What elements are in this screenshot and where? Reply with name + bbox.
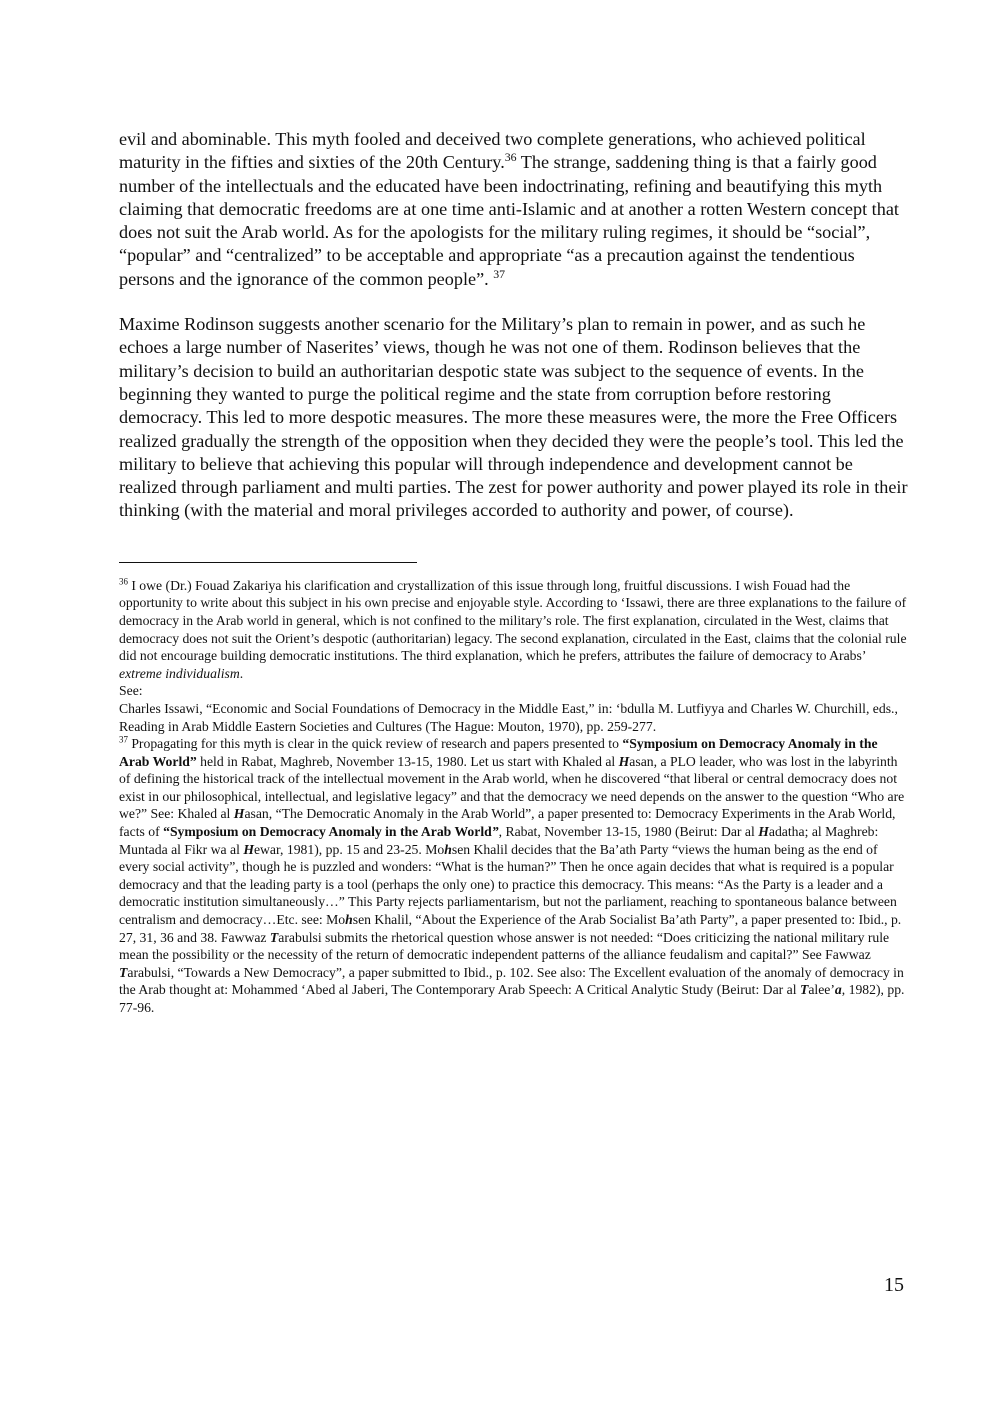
text-segment: asan, “The Democratic Anomaly in the Arab World”, a paper presented to: Democracy Experiments in the Arab World, facts of (119, 806, 896, 840)
body-paragraph-2 (119, 313, 909, 523)
text-segment: H (243, 841, 254, 857)
text-segment: adatha; al Maghreb: Muntada al Fikr wa al (119, 824, 879, 857)
text-segment: asan, a PLO leader, who was lost in the labyrinth of defining the historical track of the intellectual movement in the Arab world, when he discovered “that liberal or central democracy does not exist in our philosophical, intellectual, and legislative legacy” and that the democracy we need depends on the answer to the question “Who are we?” See: Khaled al (119, 753, 905, 822)
text-segment: “Symposium on Democracy Anomaly in the Arab World (163, 824, 492, 840)
text-segment: arabulsi submits the rhetorical question whose answer is not needed: “Does criticizing the national military rule mean the possibility or the necessity of the return of democratic independent patterns of the alliance feudalism and capital?” See Fawwaz (119, 929, 890, 963)
text-segment: H (233, 806, 245, 822)
text-segment: evil and abominable. This myth fooled and deceived two complete generations, who achieved political maturity in the fifties and sixties of the 20th Century. (119, 129, 866, 173)
text-segment: Propagating for this myth is clear in the quick review of research and papers presented to (127, 736, 623, 752)
footnote-divider (119, 562, 417, 563)
text-segment: H (618, 753, 630, 769)
text-segment: T (119, 964, 128, 980)
text-segment: T (269, 929, 279, 945)
footnote-36 (119, 577, 909, 683)
footnote-37-text (119, 736, 904, 1015)
text-segment: I owe (Dr.) Fouad Zakariya his clarification and crystallization of this issue through long, fruitful discussions. I wish Fouad had the opportunity to write about this subject in his own precise and enjoyable style. According to ‘Issawi, there are three explanations to the failure of democracy in the Arab world in general, which is not confined to the military’s role. The first explanation, circulated in the West, claims that democracy does not suit the Orient’s despotic (authoritarian) legacy. The second explanation, circulated in the East, claims that the colonial rule did not encourage building democratic institutions. The third explanation, which he prefers, attributes the failure of democracy to Arabs’ (119, 577, 907, 664)
footnote-reference: 37 (493, 266, 506, 281)
text-segment: , Rabat, November 13-15, 1980 (Beirut: Dar al (498, 824, 759, 840)
text-segment: T (799, 982, 809, 998)
page-number: 15 (884, 1274, 904, 1296)
text-segment: extreme individualism (119, 665, 240, 681)
text-segment: H (758, 824, 769, 840)
text-segment: Maxime Rodinson suggests another scenario for the Military’s plan to remain in power, and as such he echoes a large number of Naserites’ views, though he was not one of them. Rodinson believes that the military’s decision to build an authoritarian despotic state was subject to the sequence of events. In the beginning they wanted to purge the political regime and the state from corruption before restoring democracy. This led to more despotic measures. The more these measures were, the more the Free Officers realized gradually the strength of the opposition when they decided they were the people’s tool. This led the military to believe that achieving this popular will through independence and development cannot be realized through parliament and multi parties. The zest for power authority and power played its role in their thinking (with the material and moral privileges accorded to authority and power, of course). (119, 314, 908, 521)
footnote-37 (119, 735, 909, 1017)
text-segment: alee’ (808, 982, 835, 998)
text-segment: “Symposium on Democracy Anomaly in the Arab World” (119, 736, 878, 769)
text-segment: ewar, 1981), pp. 15 and 23-25. Mo (253, 841, 445, 857)
page-body (119, 128, 909, 1017)
text-segment: , 1982), pp. 77-96. (119, 982, 905, 1015)
text-segment: . (239, 665, 244, 681)
text-segment: a (834, 982, 842, 998)
footnote-36-number: 36 (119, 576, 128, 587)
text-segment: ” (491, 824, 499, 840)
text-segment: sen Khalil decides that the Ba’ath Party “views the human being as the end of every social activity”, though he is puzzled and wonders: “What is the human?” Then he once again decides that what is required is a popular democracy and that the leading party is a tool (perhaps the only one) to practice this democracy. This means: “As the Party is a leader and a democratic institution simultaneously…” This Party rejects parliamentarism, but not the parliament, reaching to spontaneous balance between centralism and democracy…Etc. see: Mo (119, 841, 897, 928)
text-segment: h (345, 912, 353, 928)
footnote-36-citation: Charles Issawi, “Economic and Social Foundations of Democracy in the Middle East,” in: ‘bdulla M. Lutfiyya and Charles W. Churchill, eds., Reading in Arab Middle Eastern Societies and Cultures (The Hague: Mouton, 1970), pp. 259-277. (119, 700, 898, 734)
body-paragraph-1 (119, 128, 909, 291)
text-segment: h (444, 841, 452, 857)
footnote-36-text (119, 578, 907, 681)
text-segment: sen Khalil, “About the Experience of the Arab Socialist Ba’ath Party”, a paper presented to: Ibid., p. 27, 31, 36 and 38. Fawwaz (119, 912, 902, 945)
text-segment: held in Rabat, Maghreb, November 13-15, 1980. Let us start with Khaled al (196, 753, 619, 769)
footnote-37-number: 37 (119, 734, 128, 745)
footnote-36-see: See: (119, 683, 143, 699)
text-segment: arabulsi, “Towards a New Democracy”, a paper submitted to Ibid., p. 102. See also: The Excellent evaluation of the anomaly of democracy in the Arab thought at: Mohammed ‘Abed al Jaberi, The Contemporary Arab Speech: A Critical Analytic Study (Beirut: Dar al (119, 964, 904, 998)
text-segment: The strange, saddening thing is that a fairly good number of the intellectuals and the educated have been indoctrinating, refining and beautifying this myth claiming that democratic freedoms are at one time anti-Islamic and at another a rotten Western concept that does not suit the Arab world. As for the apologists for the military ruling regimes, it should be “social”, “popular” and “centralized” to be acceptable and appropriate “as a precaution against the tendentious persons and the ignorance of the common people”. (119, 152, 899, 289)
footnote-reference: 36 (504, 150, 517, 165)
footnotes (119, 577, 909, 1017)
